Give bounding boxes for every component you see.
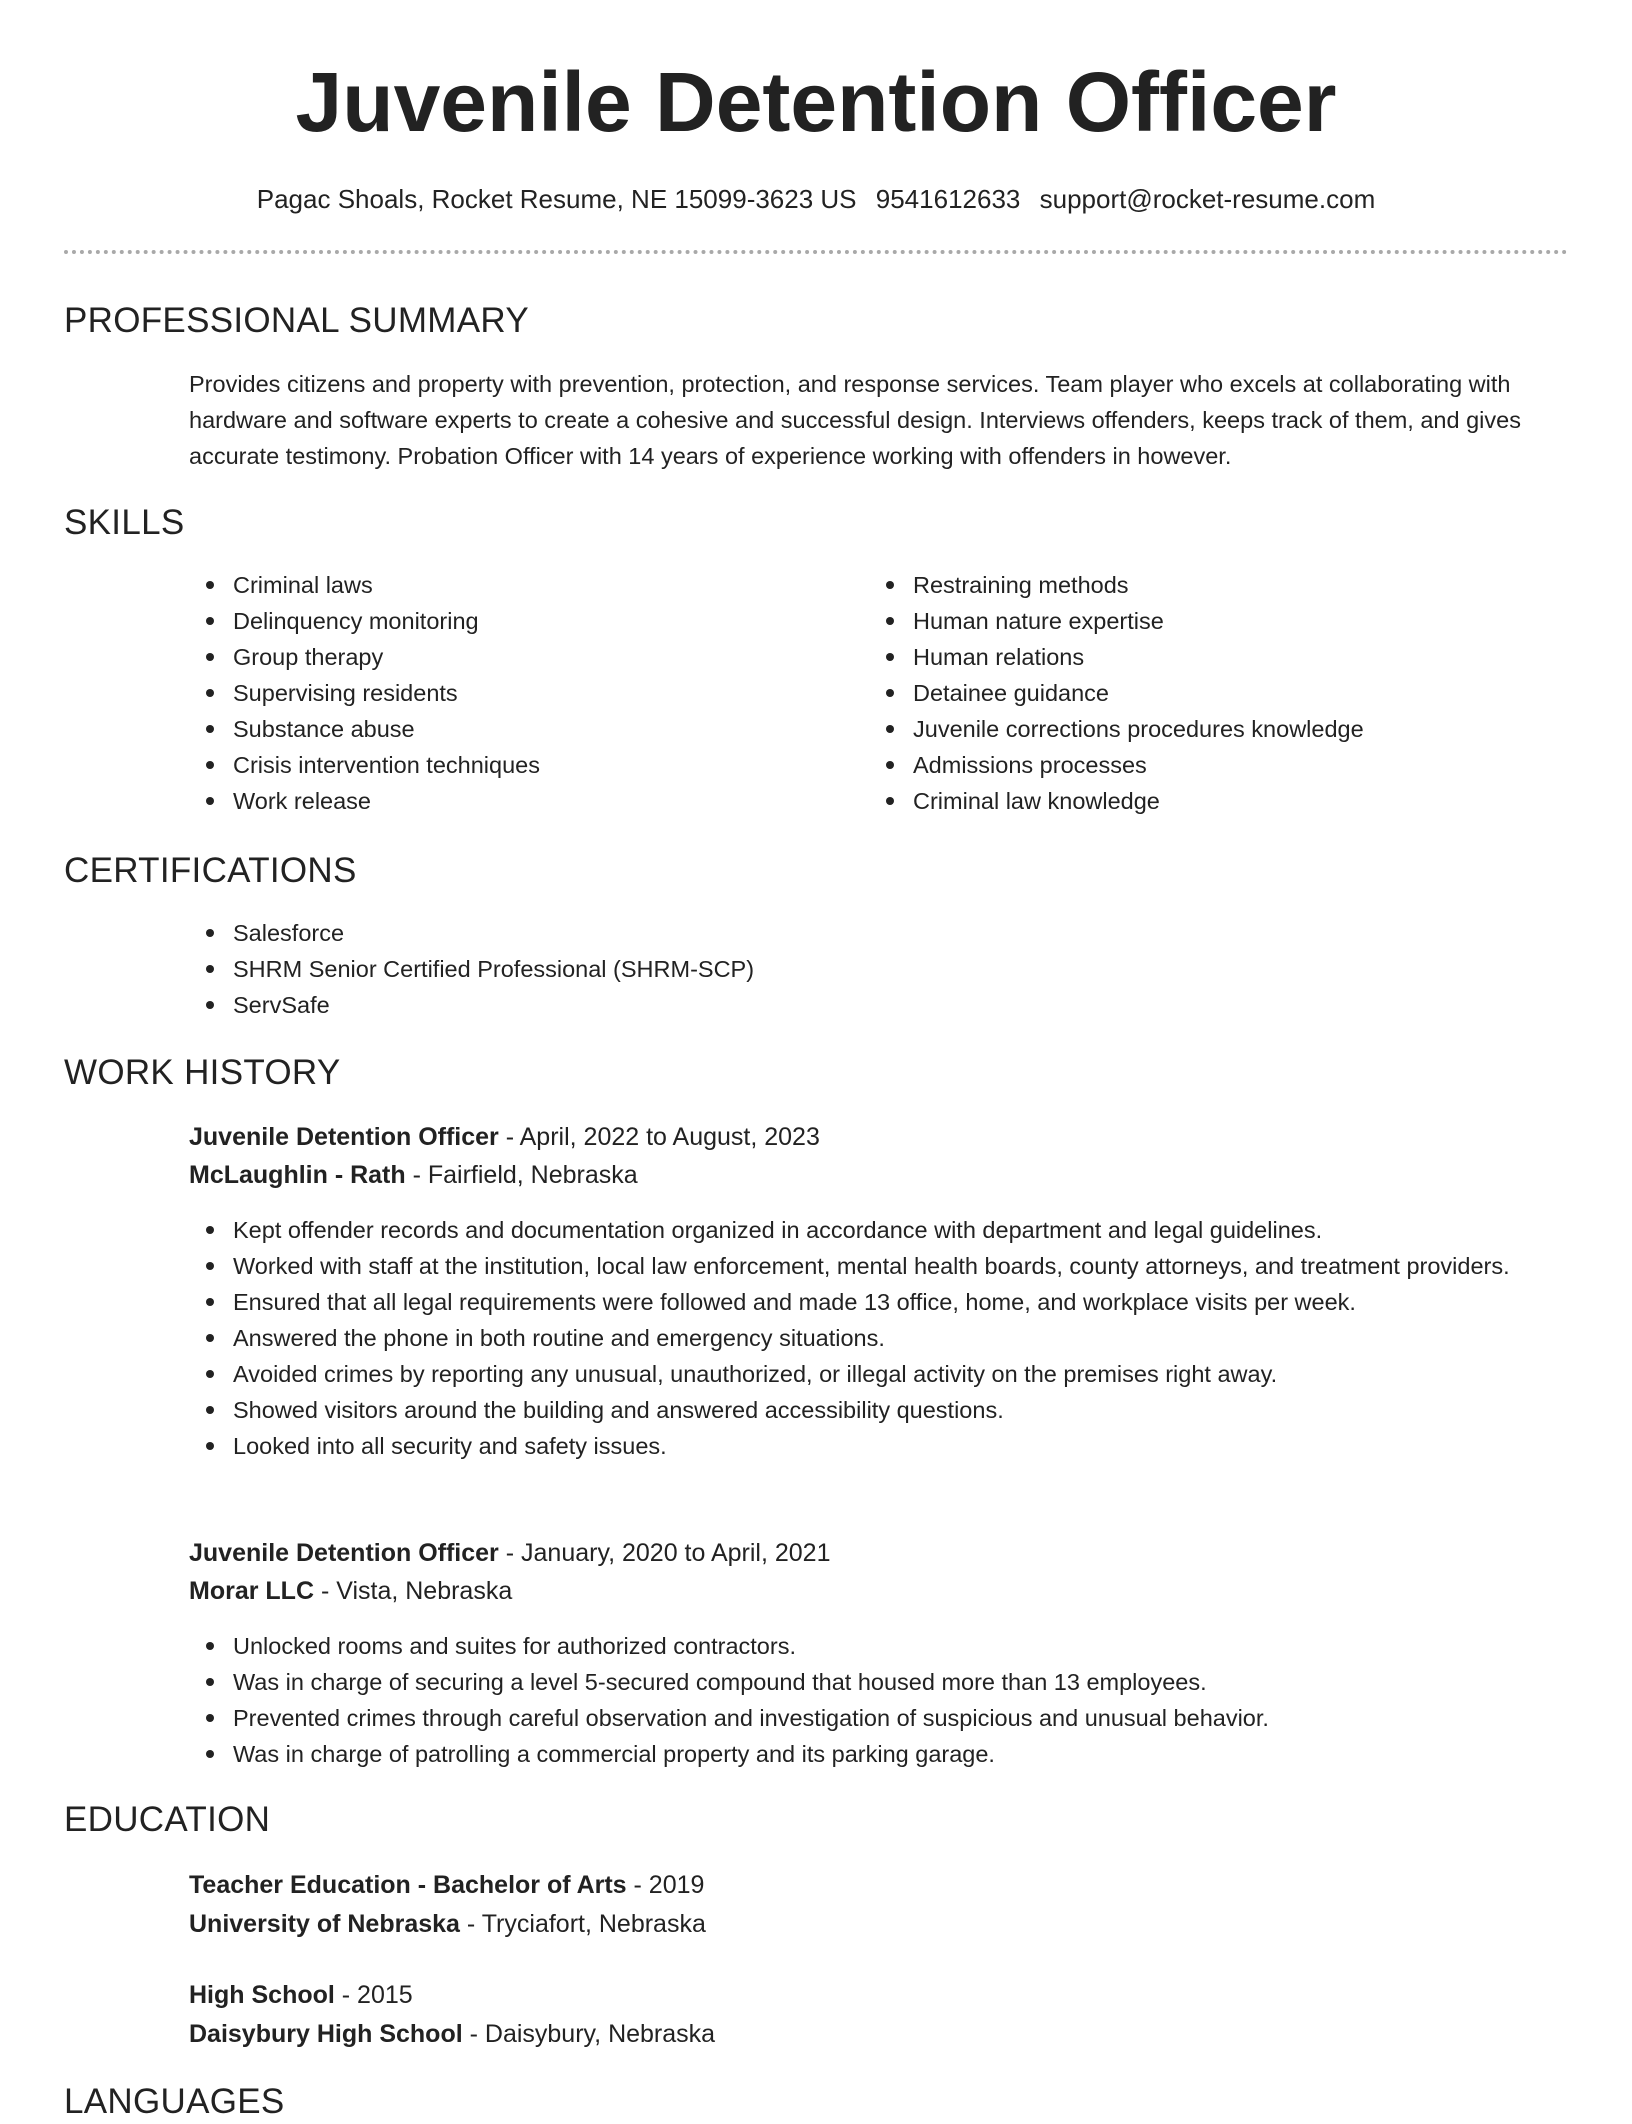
list-item: Prevented crimes through careful observation and investigation of suspicious and unusual behavior. — [189, 1700, 1559, 1736]
list-item: Was in charge of patrolling a commercial property and its parking garage. — [189, 1736, 1559, 1772]
education-heading: EDUCATION — [64, 1800, 271, 1839]
list-item: Kept offender records and documentation organized in accordance with department and legal guidelines. — [189, 1212, 1559, 1248]
list-item: Avoided crimes by reporting any unusual, unauthorized, or illegal activity on the premises right away. — [189, 1356, 1559, 1392]
list-item: Criminal law knowledge — [869, 783, 1549, 819]
summary-heading: PROFESSIONAL SUMMARY — [64, 301, 529, 340]
education-degree: High School — [189, 1981, 335, 2009]
education-school-line — [189, 2015, 1559, 2053]
education-year: - 2015 — [334, 1981, 413, 2009]
list-item: Detainee guidance — [869, 675, 1549, 711]
job-dates: - January, 2020 to April, 2021 — [498, 1539, 831, 1567]
list-item: Was in charge of securing a level 5-secured compound that housed more than 13 employees. — [189, 1664, 1559, 1700]
education-degree-line — [189, 1976, 1559, 2014]
job-bullets — [189, 1628, 1559, 1772]
list-item: Restraining methods — [869, 567, 1549, 603]
list-item: Criminal laws — [189, 567, 829, 603]
summary-text: Provides citizens and property with prevention, protection, and response services. Team player who excels at collaborating with hardware and software experts to create a cohesive and successful design. Interviews offenders, keeps track of them, and gives accurate testimony. Probation Officer with 14 years of experience working with offenders in however. — [189, 371, 1521, 469]
skills-list-right — [869, 567, 1549, 819]
certifications-list — [189, 915, 1559, 1023]
education-location: - Tryciafort, Nebraska — [459, 1910, 706, 1938]
education-school-line — [189, 1905, 1559, 1943]
job-company: Morar LLC — [189, 1577, 314, 1605]
contact-phone: 9541612633 — [875, 184, 1021, 214]
list-item: Admissions processes — [869, 747, 1549, 783]
list-item: SHRM Senior Certified Professional (SHRM-SCP) — [189, 951, 1559, 987]
job-location: - Fairfield, Nebraska — [405, 1161, 638, 1189]
job-title-line — [189, 1534, 1559, 1572]
job-company-line — [189, 1572, 1559, 1610]
list-item: Supervising residents — [189, 675, 829, 711]
list-item: Juvenile corrections procedures knowledge — [869, 711, 1549, 747]
job-dates: - April, 2022 to August, 2023 — [498, 1123, 820, 1151]
job-role: Juvenile Detention Officer — [189, 1123, 499, 1151]
job-title-line — [189, 1118, 1559, 1156]
list-item: ServSafe — [189, 987, 1559, 1023]
list-item: Crisis intervention techniques — [189, 747, 829, 783]
education-location: - Daisybury, Nebraska — [462, 2020, 716, 2048]
skills-list-left — [189, 567, 829, 819]
contact-line — [0, 182, 1632, 216]
list-item: Human relations — [869, 639, 1549, 675]
education-school: University of Nebraska — [189, 1910, 460, 1938]
job-company: McLaughlin - Rath — [189, 1161, 406, 1189]
languages-heading: LANGUAGES — [64, 2082, 285, 2121]
list-item: Answered the phone in both routine and emergency situations. — [189, 1320, 1559, 1356]
list-item: Human nature expertise — [869, 603, 1549, 639]
list-item: Group therapy — [189, 639, 829, 675]
list-item: Substance abuse — [189, 711, 829, 747]
list-item: Salesforce — [189, 915, 1559, 951]
contact-email: support@rocket-resume.com — [1039, 184, 1376, 214]
job-location: - Vista, Nebraska — [314, 1577, 513, 1605]
skills-heading: SKILLS — [64, 503, 185, 542]
certifications-heading: CERTIFICATIONS — [64, 851, 357, 890]
list-item: Showed visitors around the building and answered accessibility questions. — [189, 1392, 1559, 1428]
job-company-line — [189, 1156, 1559, 1194]
job-bullets — [189, 1212, 1559, 1464]
education-school: Daisybury High School — [189, 2020, 463, 2048]
education-degree: Teacher Education - Bachelor of Arts — [189, 1871, 627, 1899]
contact-address: Pagac Shoals, Rocket Resume, NE 15099-3623 US — [256, 184, 857, 214]
candidate-name: Juvenile Detention Officer — [295, 55, 1337, 149]
work-history-heading: WORK HISTORY — [64, 1053, 341, 1092]
education-year: - 2019 — [626, 1871, 705, 1899]
list-item: Work release — [189, 783, 829, 819]
header-divider — [64, 250, 1568, 254]
list-item: Delinquency monitoring — [189, 603, 829, 639]
list-item: Looked into all security and safety issues. — [189, 1428, 1559, 1464]
job-role: Juvenile Detention Officer — [189, 1539, 499, 1567]
education-degree-line — [189, 1866, 1559, 1904]
list-item: Worked with staff at the institution, local law enforcement, mental health boards, county attorneys, and treatment providers. — [189, 1248, 1559, 1284]
list-item: Ensured that all legal requirements were followed and made 13 office, home, and workplace visits per week. — [189, 1284, 1559, 1320]
list-item: Unlocked rooms and suites for authorized contractors. — [189, 1628, 1559, 1664]
